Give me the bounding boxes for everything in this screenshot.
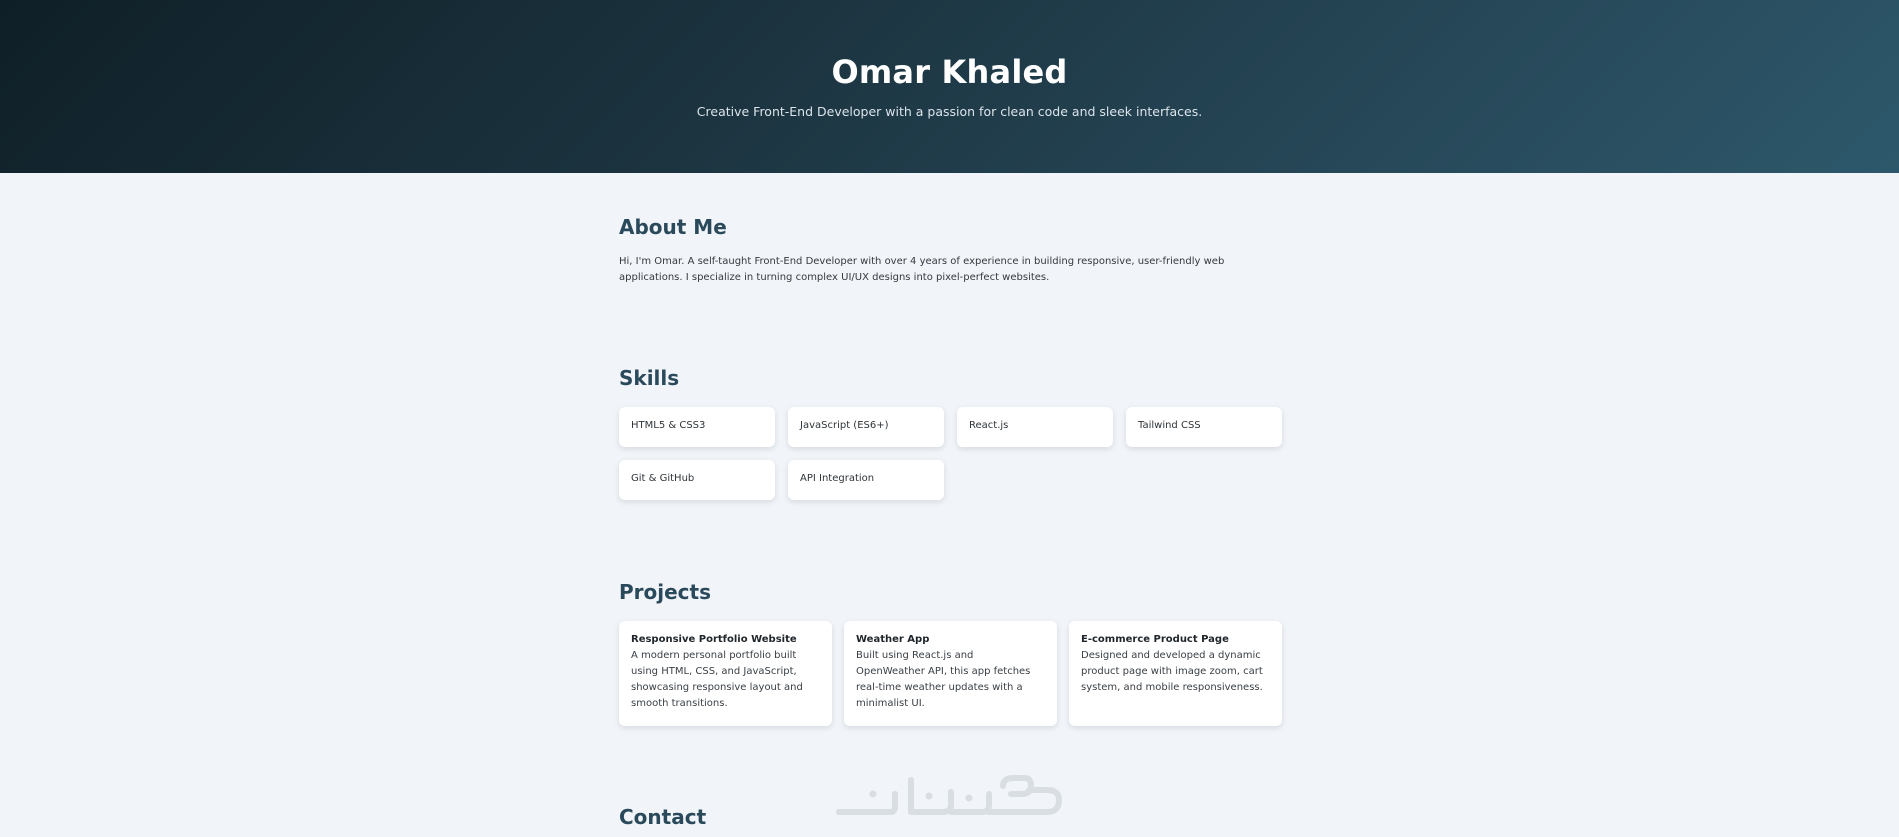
hero-tagline: Creative Front-End Developer with a passion for clean code and sleek interfaces. <box>696 104 1203 119</box>
project-title: E-commerce Product Page <box>1081 634 1229 645</box>
project-title: Weather App <box>856 634 930 645</box>
about-heading: About Me <box>619 215 727 239</box>
skill-card <box>788 407 944 447</box>
about-text: Hi, I'm Omar. A self-taught Front-End Developer with over 4 years of experience in building responsive, user-friendly web applications. I specialize in turning complex UI/UX designs into pixel-perfect websites. <box>619 256 1225 283</box>
skill-card <box>619 407 775 447</box>
skill-label: JavaScript (ES6+) <box>800 420 889 431</box>
project-card <box>1069 621 1282 726</box>
project-description: Designed and developed a dynamic product page with image zoom, cart system, and mobile responsiveness. <box>1081 650 1263 693</box>
skill-label: API Integration <box>800 473 875 484</box>
skill-label: HTML5 & CSS3 <box>631 420 706 431</box>
projects-heading: Projects <box>619 580 712 604</box>
hero-name: Omar Khaled <box>831 53 1068 91</box>
skill-card <box>619 460 775 500</box>
skill-card <box>788 460 944 500</box>
project-card <box>619 621 832 726</box>
skill-card <box>1126 407 1282 447</box>
skills-heading: Skills <box>619 366 680 390</box>
project-title: Responsive Portfolio Website <box>631 634 797 645</box>
skill-label: Git & GitHub <box>631 473 695 484</box>
contact-heading: Contact <box>619 805 707 829</box>
skill-label: Tailwind CSS <box>1138 420 1201 431</box>
project-description: Built using React.js and OpenWeather API, this app fetches real-time weather updates with a minimalist UI. <box>856 650 1031 709</box>
project-card <box>844 621 1057 726</box>
skill-card <box>957 407 1113 447</box>
watermark-logo <box>833 772 1065 820</box>
project-description: A modern personal portfolio built using HTML, CSS, and JavaScript, showcasing responsive layout and smooth transitions. <box>631 650 803 709</box>
hero-header <box>0 0 1899 173</box>
skill-label: React.js <box>969 420 1009 431</box>
